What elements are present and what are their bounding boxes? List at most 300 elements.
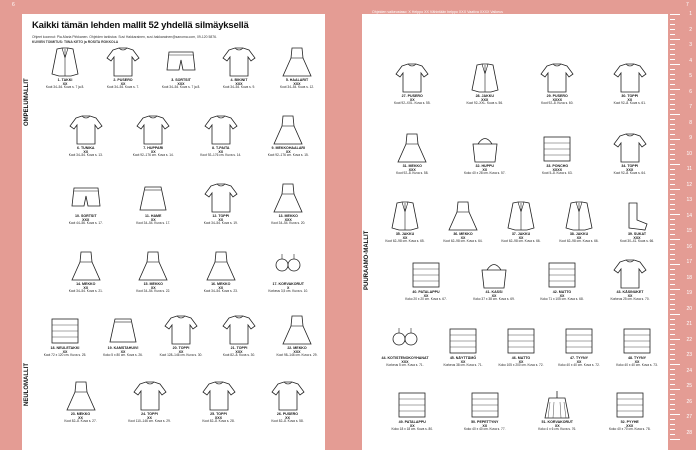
difficulty-level: XXX (235, 82, 243, 87)
pattern-item (608, 324, 666, 368)
difficulty-level: XX (218, 286, 224, 291)
ruler-tick (670, 384, 675, 385)
difficulty-level: XXX (408, 168, 416, 173)
difficulty-level: XX (460, 236, 466, 241)
item-info: Koot 92–XXL. Kuva s. 55. (393, 101, 431, 106)
item-number: 12. TOPPI (212, 214, 230, 218)
ruler-tick (670, 174, 675, 175)
ruler-tick (670, 414, 680, 415)
garment-sketch (201, 250, 241, 282)
ruler-tick (670, 399, 675, 400)
item-number: 32. HUPPU (475, 164, 495, 168)
ruler-tick (670, 209, 675, 210)
ruler-tick (670, 244, 675, 245)
ruler-tick (670, 19, 675, 20)
ruler-tick (670, 429, 675, 430)
difficulty-level: XX (83, 150, 89, 155)
page-number-right: 7 (686, 2, 689, 8)
garment-sketch (199, 380, 239, 412)
ruler-number: 17 (686, 259, 692, 265)
item-info: Koot 62–98 cm. Kuva s. 65. (385, 239, 425, 244)
garment-sketch (201, 182, 241, 214)
ruler-tick (670, 144, 675, 145)
item-number: 13. MEKKO (278, 214, 298, 218)
item-number: 38. JAKKU (569, 232, 589, 236)
pattern-item (521, 62, 594, 106)
item-info: Koot 62–98 cm. Kuva s. 66. (501, 239, 541, 244)
item-info: Koot 128–146 cm. Kuva s. 30. (159, 353, 203, 358)
pattern-item (255, 114, 323, 158)
item-number: 24. TOPPI (141, 412, 158, 416)
item-info: Koot 72 x 120 cm. Kuva s. 25. (43, 353, 87, 358)
item-number: 4. BIKINIT (230, 78, 248, 82)
difficulty-level: XX (576, 236, 582, 241)
difficulty-level: XX (627, 98, 633, 103)
garment-sketch (392, 132, 432, 164)
difficulty-level: XX (150, 286, 156, 291)
ruler-tick (670, 319, 675, 320)
ruler-tick (670, 134, 675, 135)
ruler-tick (670, 269, 675, 270)
item-info: Koot 34–54. Kuva s. 19. (203, 221, 238, 226)
credit-line: Ohjeet koonnut: Pia-Maria Pirkkanen. Ohjeiden tarkistus: Suvi Hakkarainen, suvi.hakkarainen@sanoma.com, 09-120 5876. (32, 35, 217, 39)
garment-sketch (103, 46, 143, 78)
garment-sketch (617, 200, 657, 232)
item-info: Koot 82–8. Kuva s. 27. (64, 419, 97, 424)
pattern-item (376, 324, 434, 368)
ruler-tick (670, 284, 675, 285)
pattern-item (376, 62, 449, 106)
ruler-tick (670, 329, 675, 330)
pattern-item (596, 258, 664, 302)
pattern-item (187, 250, 255, 294)
pattern-item (594, 132, 667, 176)
difficulty-level: XX (285, 416, 290, 421)
ruler-number: 4 (689, 57, 692, 64)
difficulty-level: X (287, 286, 290, 291)
item-info: Koot 92–176 cm. Kuva s. 14. (132, 153, 174, 158)
item-number: 26. PUSERO (276, 412, 299, 416)
item-info: Koko 40 x 28 cm. Kuva s. 57. (464, 171, 506, 176)
ruler-tick (670, 374, 675, 375)
item-info: Koot 34–54. Kuva s. 7 ja 8. (161, 85, 201, 90)
page-title: Kaikki tämän lehden mallit 52 yhdellä silmäyksellä (32, 20, 249, 31)
ruler-tick (670, 239, 680, 240)
garment-sketch (501, 200, 541, 232)
item-info: Koot 34–54. Kuva s. 7. (106, 85, 140, 90)
ruler-tick (670, 394, 675, 395)
item-number: 20. TOPPI (172, 346, 190, 350)
ruler-tick (670, 104, 675, 105)
garment-sketch (45, 314, 85, 346)
ruler-tick (670, 364, 680, 365)
ruler-tick (670, 124, 675, 125)
ruler-number: 9 (689, 135, 692, 141)
item-number: 28. JAKKU (475, 94, 494, 98)
ruler-tick (670, 184, 675, 185)
item-info: Koko 37 x 38 cm. Kuva s. 69. (473, 297, 515, 302)
pattern-item (36, 46, 94, 90)
item-number: 47. TYYNY (570, 356, 588, 360)
item-info: Koot 92–8. Kuva s. 60. (541, 101, 574, 106)
garment-sketch (61, 380, 101, 412)
difficulty-level: XXX (82, 218, 90, 223)
garment-sketch (537, 388, 577, 420)
ruler-tick (670, 354, 675, 355)
pattern-item (521, 388, 594, 432)
item-info: Korkeus 3,5 cm. Kuva s. 10. (268, 289, 309, 294)
garment-sketch (385, 324, 425, 356)
garment-sketch (443, 200, 483, 232)
ruler-tick (670, 129, 675, 130)
item-number: 36. MEKKO (453, 232, 473, 236)
item-info: Koot 62–98 cm. Kuva s. 66. (559, 239, 599, 244)
difficulty-level: XX (554, 424, 560, 429)
ruler-tick (670, 419, 675, 420)
difficulty-level: XXX (214, 416, 223, 421)
difficulty-level: XX (559, 294, 565, 299)
right-page (362, 14, 668, 450)
difficulty-level: XXX (633, 236, 641, 241)
garment-sketch (66, 182, 106, 214)
section-label-knit: NEULOMALLIT (24, 363, 30, 406)
pattern-item (449, 62, 522, 106)
ruler-number: 14 (686, 212, 692, 219)
garment-sketch (133, 114, 173, 146)
ruler-tick (670, 409, 675, 410)
item-number: 11. HAME (145, 214, 162, 218)
difficulty-level: XXX (626, 424, 634, 429)
ruler-tick (670, 39, 680, 40)
difficulty-level: XX (482, 424, 488, 429)
difficulty-level: XX (62, 82, 68, 87)
garment-sketch (277, 46, 317, 78)
item-number: 40. PATALAPPU (412, 290, 440, 294)
pattern-item (376, 200, 434, 244)
pattern-item (550, 324, 608, 368)
item-number: 27. PUSERO (401, 94, 423, 98)
item-info: Koot 34–54. Kuva s. 12. (279, 85, 315, 90)
garment-sketch (610, 388, 650, 420)
ruler-tick (670, 214, 680, 215)
difficulty-legend: Ohjeiden vaikeustaso: X Helppo XX Vähintään helppo XXX Vaativa XXXX Vaikeus (372, 10, 503, 14)
item-info: Koko 18 x 18 cm. Kuva s. 80. (391, 427, 433, 432)
ruler-number: 28 (686, 429, 692, 436)
difficulty-level: XX (285, 150, 291, 155)
garment-sketch (559, 200, 599, 232)
pattern-item (392, 258, 460, 302)
difficulty-level: XXXX (552, 98, 563, 103)
left-page (22, 14, 325, 450)
ruler-tick (670, 229, 675, 230)
item-info: Koko 40 x 40 cm. Kuva s. 72. (558, 363, 600, 368)
ruler-tick (670, 159, 675, 160)
pattern-item (492, 200, 550, 244)
item-info: Korkeus 38 cm. Kuva s. 71. (443, 363, 483, 368)
item-number: 1. TAKKI (57, 78, 73, 82)
pattern-item (550, 200, 608, 244)
ruler-tick (670, 109, 675, 110)
pattern-item (434, 200, 492, 244)
garment-sketch (45, 46, 85, 78)
pattern-item (528, 258, 596, 302)
garment-sketch (103, 314, 143, 346)
item-number: 15. MEKKO (143, 282, 163, 286)
item-number: 46. MATTO (511, 356, 531, 360)
ruler-number: 2 (689, 26, 692, 33)
ruler-number: 25 (686, 383, 692, 389)
garment-sketch (268, 250, 308, 282)
garment-sketch (559, 324, 599, 356)
garment-sketch (130, 380, 170, 412)
ruler-number: 19 (686, 290, 692, 296)
ruler-tick (670, 199, 675, 200)
ruler-tick (670, 349, 675, 350)
ruler-tick (670, 344, 675, 345)
garment-sketch (385, 200, 425, 232)
difficulty-level: XX (150, 150, 156, 155)
item-number: 3. SORTSIT (171, 78, 191, 82)
ruler-tick (670, 34, 675, 35)
pattern-item (268, 46, 325, 90)
difficulty-level: XX (491, 294, 497, 299)
item-info: Koot 92–8. Kuva s. 64. (613, 171, 646, 176)
pattern-item (594, 62, 667, 106)
item-number: 29. PUSERO (546, 94, 568, 98)
difficulty-level: XX (423, 294, 429, 299)
pattern-item (608, 200, 666, 244)
item-number: 44. KOTISTENOKOYHANAT (381, 356, 429, 360)
item-info: Koot 34–54. Kuva s. 20. (271, 221, 306, 226)
item-info: Koot 92–176 cm. Kuva s. 15. (267, 153, 309, 158)
ruler-tick (670, 274, 675, 275)
ruler-number: 27 (686, 414, 692, 420)
ruler-tick (670, 29, 675, 30)
ruler-tick (670, 139, 680, 140)
pattern-item (210, 46, 268, 90)
item-info: Koko 40 x 70 cm. Kuva s. 78. (609, 427, 651, 432)
pattern-item (152, 314, 210, 358)
difficulty-level: XX (83, 286, 89, 291)
ruler-number: 3 (689, 42, 692, 48)
garment-sketch (268, 182, 308, 214)
ruler-tick (670, 64, 680, 65)
item-info: Koot 92–176 cm. Kuva s. 14. (200, 153, 242, 158)
garment-sketch (474, 258, 514, 290)
ruler-number: 11 (686, 166, 692, 172)
difficulty-level: XX (120, 82, 126, 87)
ruler-tick (670, 359, 675, 360)
ruler-number: 16 (686, 243, 692, 250)
difficulty-level: XX (460, 360, 466, 365)
ruler-number: 1 (689, 11, 692, 17)
item-number: 35. JAKKU (395, 232, 415, 236)
pattern-item (52, 182, 120, 226)
item-info: Koot 98–146 cm. Kuva s. 29. (276, 353, 318, 358)
ruler-tick (670, 79, 675, 80)
pattern-item (52, 114, 120, 158)
ruler-tick (670, 44, 675, 45)
ruler-tick (670, 259, 675, 260)
ruler-tick (670, 219, 675, 220)
item-info: Koko 105 x 200 cm. Kuva s. 72. (498, 363, 544, 368)
ruler-number: 7 (689, 104, 692, 110)
item-number: 5. HAALARIT (285, 78, 309, 82)
item-info: Koot 34–54. Kuva s. 7 ja 8. (45, 85, 85, 90)
difficulty-level: XX (634, 360, 640, 365)
pattern-item (115, 380, 184, 424)
ruler-number: 26 (686, 398, 692, 405)
item-info: Koot 30–41. Kuva s. 66. (619, 239, 655, 244)
ruler-tick (670, 389, 680, 390)
difficulty-level: XXX (293, 82, 301, 87)
ruler-number: 21 (686, 321, 692, 327)
garment-sketch (66, 250, 106, 282)
ruler-tick (670, 439, 680, 440)
item-number: 34. TOPPI (621, 164, 639, 168)
item-info: Koot 34–54. Kuva s. 9. (222, 85, 256, 90)
ruler-tick (670, 379, 675, 380)
ruler-number: 23 (686, 352, 692, 358)
item-number: 10. SORTSIT (74, 214, 97, 218)
pattern-item (152, 46, 210, 90)
garment-sketch (610, 258, 650, 290)
ruler-tick (670, 54, 675, 55)
difficulty-level: XX (218, 218, 224, 223)
ruler-tick (670, 189, 680, 190)
item-number: 25. TOPPI (210, 412, 227, 416)
ruler-tick (670, 154, 675, 155)
item-info: Koko 4 x 6 cm. Kuva s. 76. (538, 427, 577, 432)
garment-sketch (537, 132, 577, 164)
difficulty-level: XX (518, 236, 524, 241)
item-info: Koko 20 x 20 cm. Kuva s. 67. (405, 297, 447, 302)
pattern-item (492, 324, 550, 368)
page-ruler (670, 11, 696, 450)
pattern-item (187, 114, 255, 158)
ruler-number: 10 (686, 150, 692, 157)
difficulty-level: XX (62, 350, 68, 355)
difficulty-level: XX (402, 236, 408, 241)
item-number: 23. MEKKO (70, 412, 91, 416)
item-info: Koot 34–54. Kuva s. 22. (136, 289, 171, 294)
item-number: 21. TOPPI (230, 346, 248, 350)
pattern-item (94, 46, 152, 90)
ruler-tick (670, 194, 675, 195)
item-number: 2. PUSERO (113, 78, 133, 82)
item-info: Koot 34–54. Kuva s. 17. (136, 221, 171, 226)
garment-sketch (268, 114, 308, 146)
item-number: 42. MATTO (552, 290, 572, 294)
item-number: 17. KORVAKORUT (272, 282, 304, 286)
ruler-tick (670, 424, 675, 425)
item-number: 45. NÄYTTÄMÖ (449, 356, 477, 360)
item-info: Koot 34–54. Kuva s. 23. (203, 289, 238, 294)
item-info: Koot 34–54. Kuva s. 21. (68, 289, 103, 294)
ruler-number: 8 (689, 119, 692, 126)
item-info: Korkeus 25 cm. Kuva s. 70. (610, 297, 650, 302)
page-number-left: 6 (12, 2, 15, 8)
pattern-item (268, 314, 325, 358)
item-number: 9. MEKKOHAALARI (271, 146, 306, 150)
ruler-number: 5 (689, 73, 692, 79)
ruler-tick (670, 169, 675, 170)
ruler-tick (670, 59, 675, 60)
difficulty-level: XXXX (552, 168, 563, 173)
item-info: Koot 82–8. Kuva s. 30. (222, 353, 256, 358)
item-info: Koot 110–146 cm. Kuva s. 29. (128, 419, 171, 424)
item-number: 33. PONCHO (546, 164, 569, 168)
ruler-tick (670, 249, 675, 250)
pattern-item (52, 250, 120, 294)
ruler-tick (670, 324, 675, 325)
ruler-tick (670, 294, 675, 295)
garment-sketch (161, 46, 201, 78)
ruler-tick (670, 334, 675, 335)
garment-sketch (219, 46, 259, 78)
item-number: 16. MEKKO (211, 282, 231, 286)
garment-sketch (133, 250, 173, 282)
ruler-tick (670, 299, 675, 300)
garment-sketch (537, 62, 577, 94)
item-number: 6. TUNIKA (76, 146, 95, 150)
ruler-tick (670, 14, 680, 15)
item-number: 48. TYYNY (628, 356, 646, 360)
difficulty-level: XXX (235, 350, 243, 355)
ruler-tick (670, 314, 680, 315)
ruler-tick (670, 114, 680, 115)
garment-sketch (542, 258, 582, 290)
garment-sketch (610, 132, 650, 164)
difficulty-level: XXX (177, 82, 185, 87)
item-number: 19. KAMSTAHUIVI (107, 346, 139, 350)
difficulty-level: XX (627, 294, 633, 299)
ruler-tick (670, 74, 675, 75)
item-number: 7. HUPPARI (143, 146, 164, 150)
garment-sketch (610, 62, 650, 94)
section-label-sew: OMPELUMALLIT (24, 78, 30, 126)
ruler-tick (670, 279, 675, 280)
item-info: Korkeus 5 cm. Kuva s. 71. (386, 363, 424, 368)
difficulty-level: XXX (284, 218, 292, 223)
difficulty-level: XX (178, 350, 184, 355)
item-info: Koko 40 x 40 cm. Kuva s. 73. (616, 363, 658, 368)
ruler-tick (670, 369, 675, 370)
item-number: 18. NEULETAKKI (50, 346, 80, 350)
ruler-tick (670, 309, 675, 310)
pattern-item (434, 324, 492, 368)
item-number: 51. KORVAKORUT (541, 420, 573, 424)
difficulty-level: XX (409, 424, 415, 429)
item-number: 31. MEKKO (402, 164, 422, 168)
ruler-tick (670, 49, 675, 50)
garment-sketch (277, 314, 317, 346)
pattern-item (46, 380, 115, 424)
pattern-item (255, 182, 323, 226)
item-info: Koko 71 x 105 cm. Kuva s. 68. (540, 297, 584, 302)
pattern-item (94, 314, 152, 358)
difficulty-level: XX (576, 360, 582, 365)
pattern-item (184, 380, 253, 424)
item-number: 41. KASSI (485, 290, 503, 294)
garment-sketch (219, 314, 259, 346)
ruler-tick (670, 434, 675, 435)
pattern-item (376, 132, 449, 176)
ruler-tick (670, 264, 680, 265)
ruler-number: 20 (686, 305, 692, 312)
difficulty-level: XX (482, 168, 488, 173)
ruler-tick (670, 224, 675, 225)
